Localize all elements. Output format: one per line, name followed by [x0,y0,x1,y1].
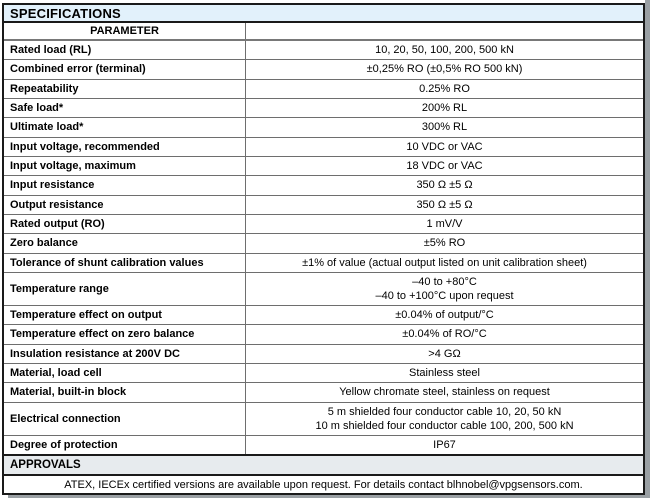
parameter-value: Stainless steel [409,367,480,380]
table-row [4,60,643,79]
parameter-value: 350 Ω ±5 Ω [416,179,473,192]
parameter-value: ±1% of value (actual output listed on unit calibration sheet) [302,256,587,269]
table-row [4,254,643,273]
parameter-value: ±0,25% RO (±0,5% RO 500 kN) [366,63,523,76]
parameter-name: Tolerance of shunt calibration values [4,254,246,272]
table-row [4,383,643,402]
parameter-value: 10, 20, 50, 100, 200, 500 kN [375,44,514,57]
parameter-name: Zero balance [4,234,246,252]
parameter-value: ±5% RO [423,237,466,250]
table-row [4,306,643,325]
parameter-name: Repeatability [4,80,246,98]
parameter-name: Rated load (RL) [4,41,246,59]
parameter-name: Material, load cell [4,364,246,382]
parameter-value: 200% RL [421,102,468,115]
parameter-name: Temperature range [4,273,246,305]
table-row [4,436,643,454]
parameter-value: Yellow chromate steel, stainless on request [339,386,550,399]
parameter-value: 5 m shielded four conductor cable 10, 20, 50 kN 10 m shielded four conductor cable 100, 200, 500 kN [315,405,574,432]
parameter-name: Rated output (RO) [4,215,246,233]
parameter-name: Degree of protection [4,436,246,454]
table-row [4,196,643,215]
approvals-note: ATEX, IECEx certified versions are available upon request. For details contact blhnobel@vpgsensors.com. [64,478,583,491]
parameter-name: Input voltage, recommended [4,138,246,156]
parameter-name: Input resistance [4,176,246,194]
table-row [4,345,643,364]
parameter-value: –40 to +80°C –40 to +100°C upon request [375,275,514,302]
parameter-name: Output resistance [4,196,246,214]
table-row [4,99,643,118]
table-row [4,364,643,383]
parameter-name: Ultimate load* [4,118,246,136]
table-row [4,138,643,157]
table-row [4,80,643,99]
parameter-name: Material, built-in block [4,383,246,401]
parameter-name: Input voltage, maximum [4,157,246,175]
parameter-name: Electrical connection [4,403,246,435]
parameter-name: Temperature effect on output [4,306,246,324]
parameter-value: ±0.04% of output/°C [395,309,494,322]
parameter-value: 350 Ω ±5 Ω [416,198,473,211]
table-row [4,157,643,176]
parameter-value: 300% RL [421,121,468,134]
parameter-column-header: PARAMETER [4,23,246,39]
parameter-name: Temperature effect on zero balance [4,325,246,343]
table-row [4,118,643,137]
table-row [4,234,643,253]
parameter-value: 18 VDC or VAC [406,160,483,173]
parameter-value: 1 mV/V [426,218,463,231]
parameter-value: 0.25% RO [419,82,470,95]
spec-rows [4,41,643,454]
parameter-value: ±0.04% of RO/°C [402,328,487,341]
column-header-row [4,23,643,41]
specifications-header: SPECIFICATIONS [4,5,643,23]
table-row [4,215,643,234]
parameter-name: Combined error (terminal) [4,60,246,78]
approvals-header: APPROVALS [4,454,643,476]
table-row [4,41,643,60]
parameter-name: Safe load* [4,99,246,117]
table-row [4,176,643,195]
specifications-table [2,3,645,495]
parameter-value: 10 VDC or VAC [406,140,483,153]
table-row [4,273,643,306]
parameter-value: >4 GΩ [428,347,461,360]
table-row [4,403,643,436]
value-column-header [246,23,643,39]
table-row [4,325,643,344]
parameter-value: IP67 [433,438,456,451]
parameter-name: Insulation resistance at 200V DC [4,345,246,363]
page-edge-shadow-right [645,0,650,498]
